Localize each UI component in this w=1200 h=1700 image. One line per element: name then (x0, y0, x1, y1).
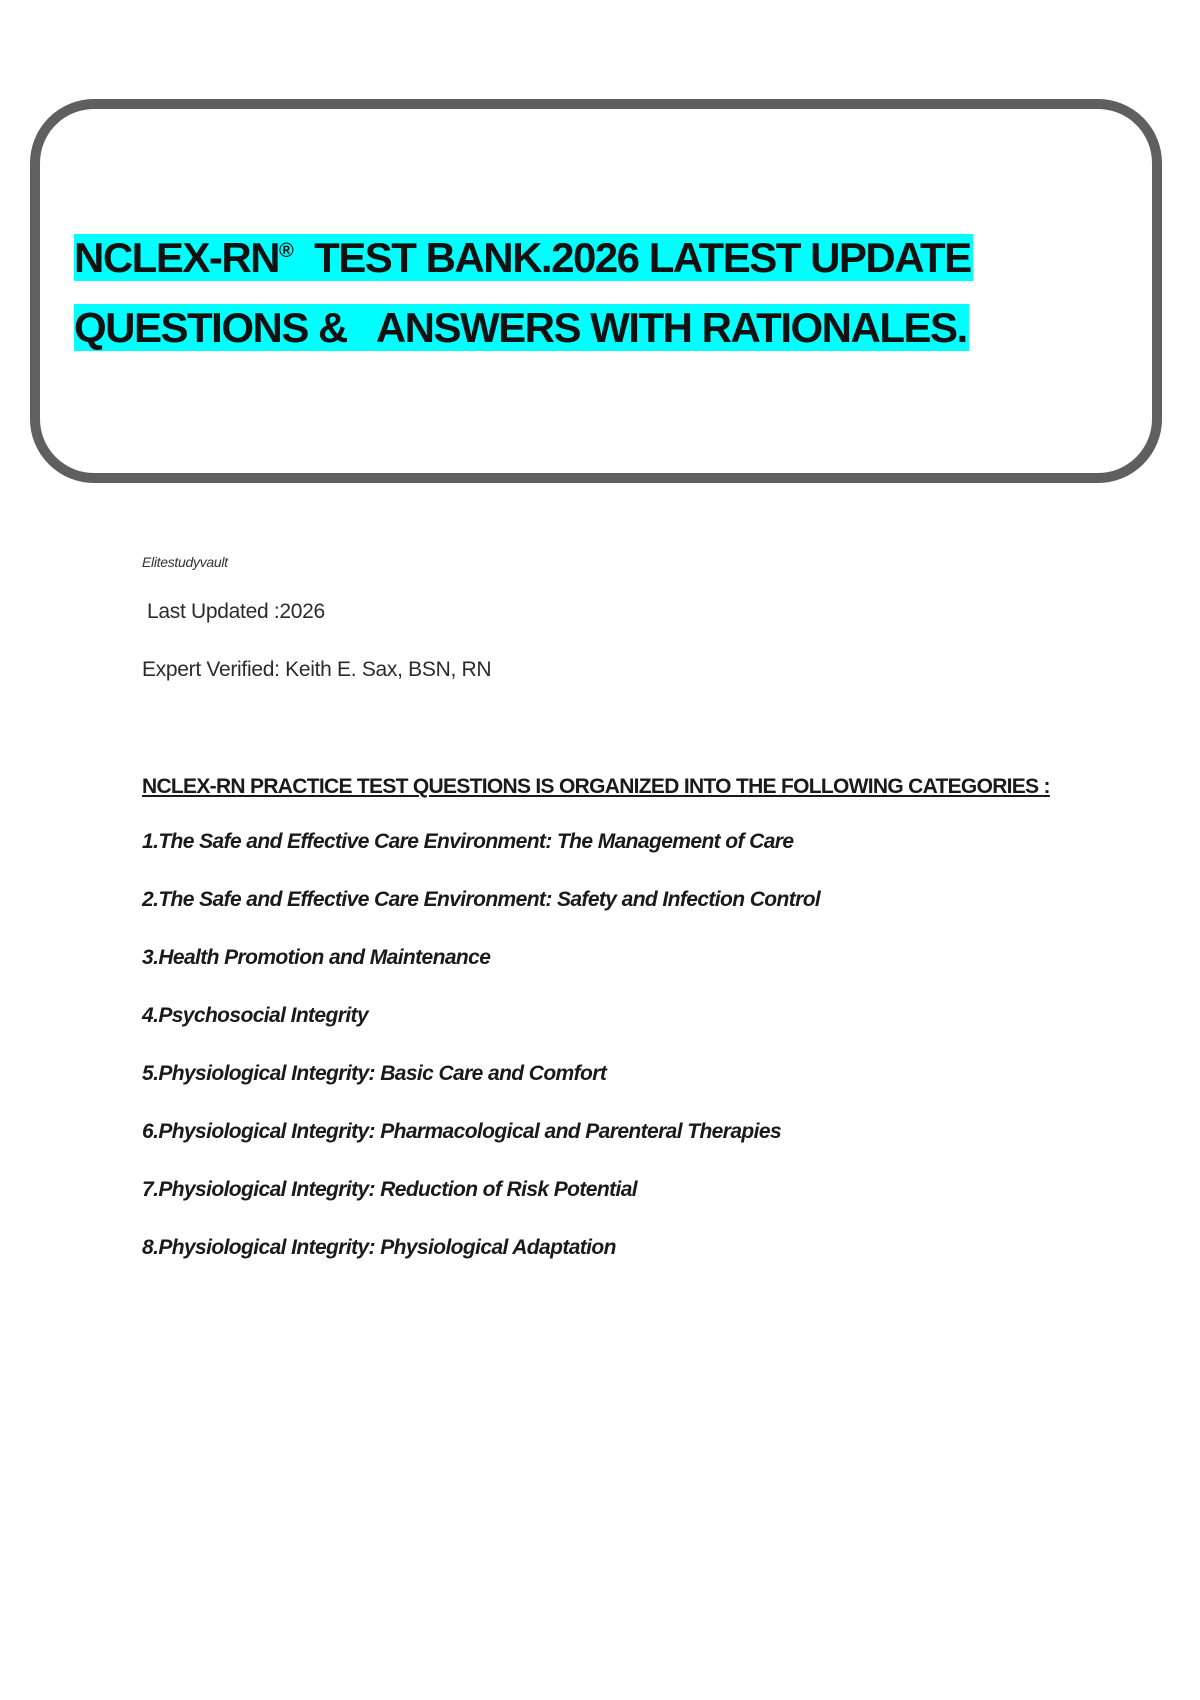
title-line-1-rest: TEST BANK.2026 LATEST UPDATE (293, 234, 971, 281)
category-list (142, 830, 820, 1294)
title-line-2-part-b: ANSWERS WITH RATIONALES. (346, 304, 967, 351)
title-line-2-part-a: QUESTIONS & (74, 304, 347, 351)
registered-mark: ® (279, 240, 294, 262)
category-item: 8.Physiological Integrity: Physiological Adaptation (142, 1236, 616, 1259)
title-highlight-2 (74, 304, 969, 351)
title-line-1 (74, 226, 973, 290)
category-item: 5.Physiological Integrity: Basic Care and Comfort (142, 1062, 607, 1085)
category-item: 4.Psychosocial Integrity (142, 1004, 369, 1027)
category-item: 7.Physiological Integrity: Reduction of Risk Potential (142, 1178, 638, 1201)
category-item: 1.The Safe and Effective Care Environment: The Management of Care (142, 830, 794, 853)
brand-name: Elitestudyvault (142, 554, 228, 570)
title-highlight-1 (74, 234, 973, 281)
category-item: 2.The Safe and Effective Care Environment: Safety and Infection Control (142, 888, 821, 911)
title-box (30, 99, 1162, 483)
last-updated: Last Updated :2026 (147, 600, 325, 623)
expert-verified: Expert Verified: Keith E. Sax, BSN, RN (142, 658, 492, 681)
category-item: 6.Physiological Integrity: Pharmacological and Parenteral Therapies (142, 1120, 782, 1143)
category-item: 3.Health Promotion and Maintenance (142, 946, 491, 969)
categories-heading: NCLEX-RN PRACTICE TEST QUESTIONS IS ORGANIZED INTO THE FOLLOWING CATEGORIES : (142, 775, 1050, 798)
title-line-2 (74, 296, 969, 360)
title-exam-name: NCLEX-RN (74, 234, 279, 281)
